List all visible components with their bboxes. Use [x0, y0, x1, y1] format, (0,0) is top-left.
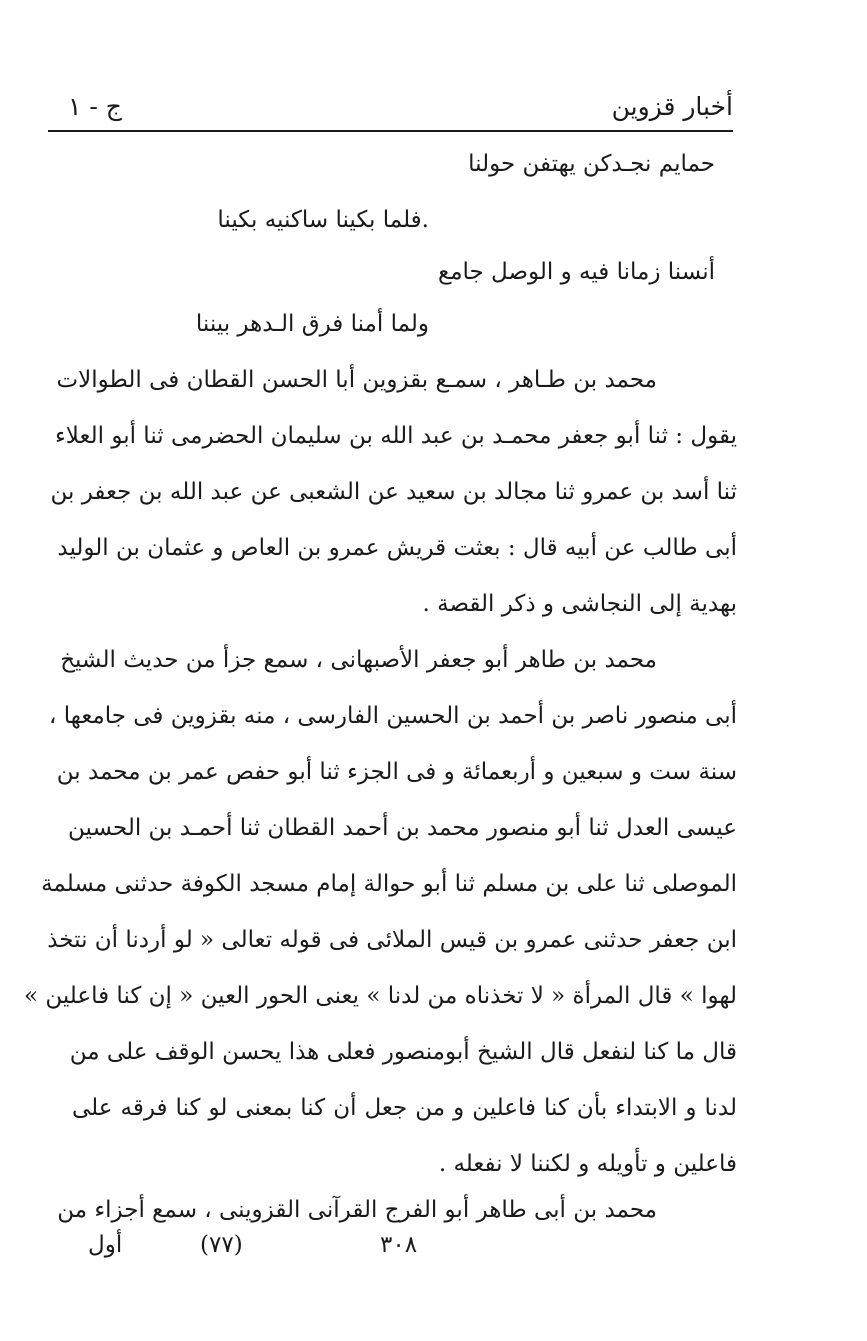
paragraph-line: محمد بن أبى طاهر أبو الفرج القرآنى القزوينى ، سمع أجزاء من — [57, 1197, 657, 1223]
paragraph-line: محمد بن طاهر أبو جعفر الأصبهانى ، سمع جزأ من حديث الشيخ — [60, 647, 657, 673]
catchword: أول — [88, 1232, 123, 1258]
paragraph-line: ابن جعفر حدثنى عمرو بن قيس الملائى فى قوله تعالى « لو أردنا أن نتخذ — [47, 927, 737, 953]
paragraph-line: ثنا أسد بن عمرو ثنا مجالد بن سعيد عن الشعبى عن عبد الله بن جعفر بن — [50, 479, 737, 505]
page-number: ٣٠٨ — [380, 1232, 418, 1258]
volume-number: ج - ١ — [68, 92, 122, 121]
verse-line: ولما أمنا فرق الـدهر بيننا — [195, 311, 429, 337]
paragraph-line: لدنا و الابتداء بأن كنا فاعلين و من جعل أن كنا بمعنى لو كنا فرقه على — [72, 1095, 737, 1121]
paragraph-line: أبى طالب عن أبيه قال : بعثت قريش عمرو بن العاص و عثمان بن الوليد — [57, 535, 737, 561]
prose-block — [23, 0, 737, 1341]
paragraph-line: محمد بن طـاهر ، سمـع بقزوين أبا الحسن القطان فى الطوالات — [56, 367, 657, 393]
paragraph-line: سنة ست و سبعين و أربعمائة و فى الجزء ثنا أبو حفص عمر بن محمد بن — [56, 759, 737, 785]
verse-line: .فلما بكينا ساكنيه بكينا — [217, 207, 429, 233]
paragraph-line: قال ما كنا لنفعل قال الشيخ أبومنصور فعلى هذا يحسن الوقف على من — [69, 1039, 737, 1065]
paragraph-line: بهدية إلى النجاشى و ذكر القصة . — [422, 591, 737, 617]
verse-line: أنسنا زمانا فيه و الوصل جامع — [437, 259, 715, 285]
paragraph-line: عيسى العدل ثنا أبو منصور محمد بن أحمد القطان ثنا أحمـد بن الحسين — [68, 815, 737, 841]
paragraph-line: الموصلى ثنا على بن مسلم ثنا أبو حوالة إمام مسجد الكوفة حدثنى مسلمة — [41, 871, 737, 897]
paragraph-line: يقول : ثنا أبو جعفر محمـد بن عبد الله بن سليمان الحضرمى ثنا أبو العلاء — [54, 423, 737, 449]
sequence-number: (٧٧) — [200, 1232, 243, 1258]
verse-line: حمايم نجـدكن يهتفن حولنا — [468, 151, 715, 177]
book-title: أخبار قزوين — [611, 92, 733, 121]
paragraph-line: فاعلين و تأويله و لكننا لا نفعله . — [438, 1151, 737, 1177]
paragraph-line: أبى منصور ناصر بن أحمد بن الحسين الفارسى ، منه بقزوين فى جامعها ، — [48, 703, 737, 729]
paragraph-line: لهوا » قال المرأة « لا تخذناه من لدنا » يعنى الحور العين « إن كنا فاعلين » — [23, 983, 737, 1009]
